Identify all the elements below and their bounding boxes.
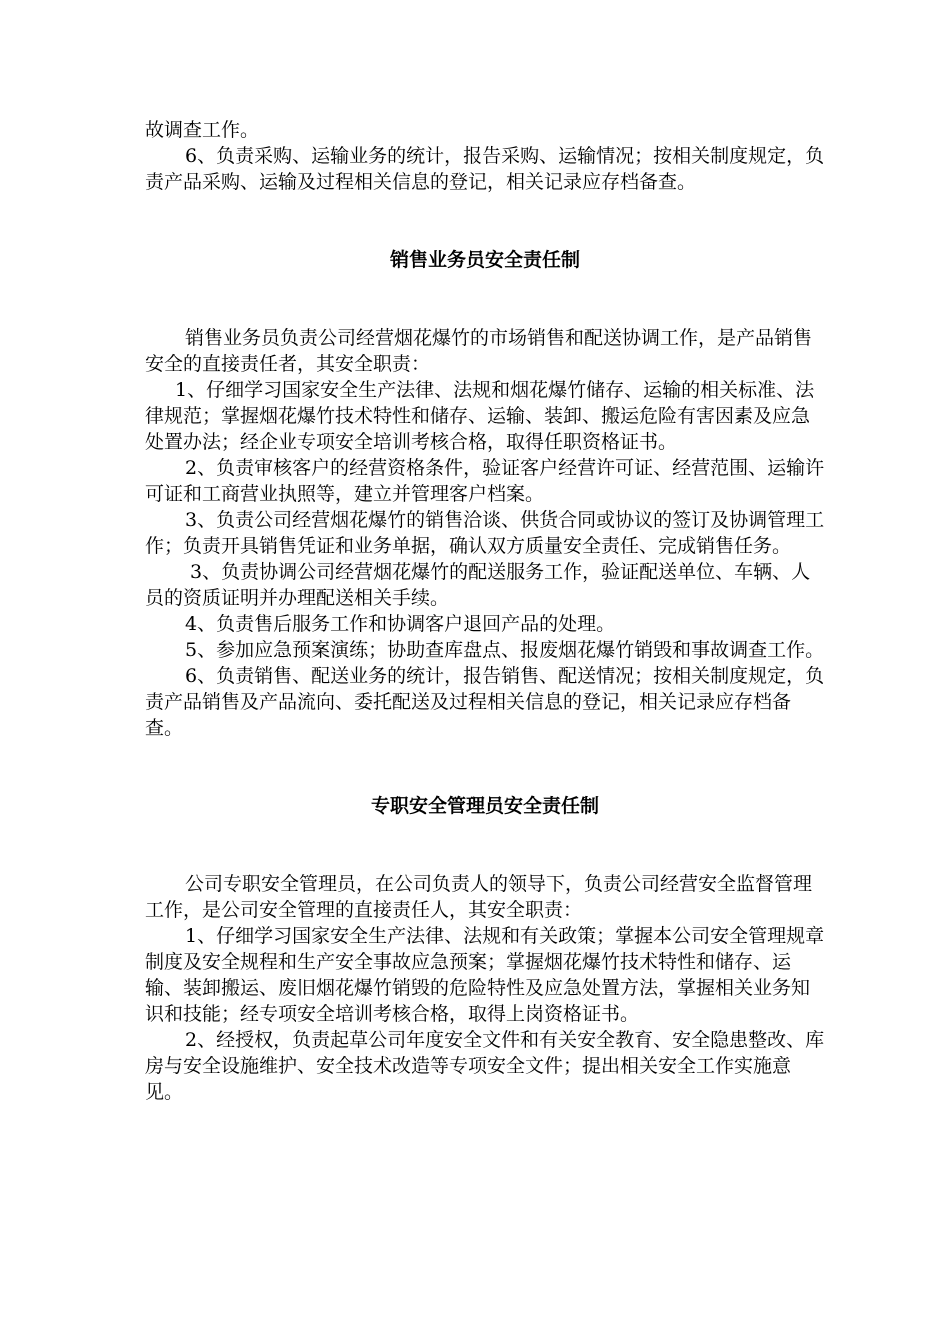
sales-item-6: 6、负责销售、配送业务的统计，报告销售、配送情况；按相关制度规定，负责产品销售及产品流向、委托配送及过程相关信息的登记，相关记录应存档备查。 [145,665,825,739]
paragraph-continuation: 故调查工作。 [145,119,260,141]
sales-item-4: 4、负责售后服务工作和协调客户退回产品的处理。 [185,613,616,635]
sales-intro: 销售业务员负责公司经营烟花爆竹的市场销售和配送协调工作，是产品销售安全的直接责任者，其安全职责： [145,327,813,375]
safety-intro: 公司专职安全管理员，在公司负责人的领导下，负责公司经营安全监督管理工作，是公司安全管理的直接责任人，其安全职责： [145,873,813,921]
document-body [145,117,825,1105]
paragraph-item-6-purchase: 6、负责采购、运输业务的统计，报告采购、运输情况；按相关制度规定，负责产品采购、运输及过程相关信息的登记，相关记录应存档备查。 [145,145,825,193]
section-title-sales: 销售业务员安全责任制 [389,249,580,271]
sales-item-3a: 3、负责公司经营烟花爆竹的销售洽谈、供货合同或协议的签订及协调管理工作；负责开具销售凭证和业务单据，确认双方质量安全责任、完成销售任务。 [145,509,825,557]
sales-item-5: 5、参加应急预案演练；协助查库盘点、报废烟花爆竹销毁和事故调查工作。 [185,639,825,661]
safety-item-2: 2、经授权，负责起草公司年度安全文件和有关安全教育、安全隐患整改、库房与安全设施维护、安全技术改造等专项安全文件；提出相关安全工作实施意见。 [145,1029,825,1103]
sales-item-3b: 3、负责协调公司经营烟花爆竹的配送服务工作，验证配送单位、车辆、人员的资质证明并办理配送相关手续。 [145,561,811,609]
sales-item-1: 1、仔细学习国家安全生产法律、法规和烟花爆竹储存、运输的相关标准、法律规范；掌握烟花爆竹技术特性和储存、运输、装卸、搬运危险有害因素及应急处置办法；经企业专项安全培训考核合格，取得任职资格证书。 [145,379,815,453]
safety-item-1: 1、仔细学习国家安全生产法律、法规和有关政策；掌握本公司安全管理规章制度及安全规程和生产安全事故应急预案；掌握烟花爆竹技术特性和储存、运输、装卸搬运、废旧烟花爆竹销毁的危险特性及应急处置方法，掌握相关业务知识和技能；经专项安全培训考核合格，取得上岗资格证书。 [145,925,825,1025]
section-title-safety-officer: 专职安全管理员安全责任制 [370,795,599,817]
sales-item-2: 2、负责审核客户的经营资格条件，验证客户经营许可证、经营范围、运输许可证和工商营业执照等，建立并管理客户档案。 [145,457,825,505]
